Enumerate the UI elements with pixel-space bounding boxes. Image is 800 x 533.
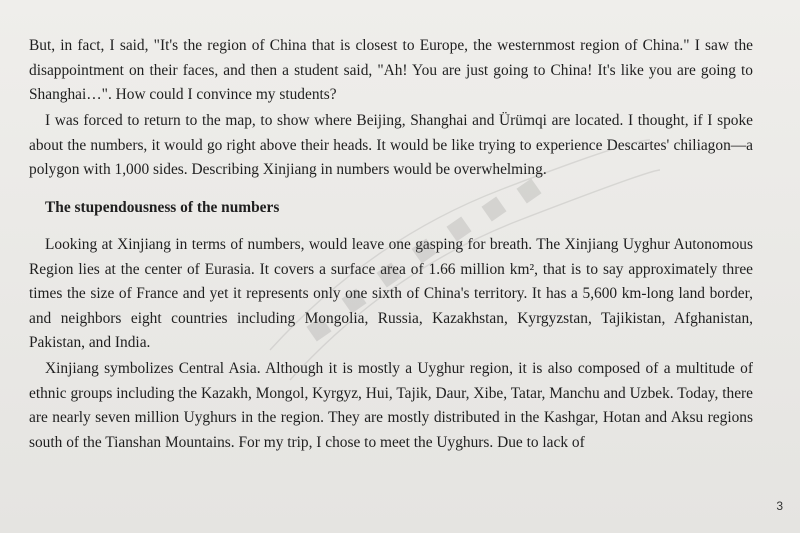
paragraph-3: Looking at Xinjiang in terms of numbers, would leave one gasping for breath. The Xinjiang Uyghur Autonomous Region lies at the center of Eurasia. It covers a surface area of 1.66 million km², that is to say approximately three times the size of France and yet it represents only one sixth of China's territory. It has a 5,600 km-long land border, and neighbors eight countries including Mongolia, Russia, Kazakhstan, Kyrgyzstan, Tajikistan, Afghanistan, Pakistan, and India. [29, 236, 753, 352]
paragraph-1: But, in fact, I said, "It's the region of China that is closest to Europe, the westernmost region of China." I saw the disappointment on their faces, and then a student said, "Ah! You are just going to China! It's like you are going to Shanghai…". How could I convince my students? [29, 37, 753, 104]
page-number: 3 [776, 499, 783, 513]
paragraph-2: I was forced to return to the map, to show where Beijing, Shanghai and Ürümqi are located. I thought, if I spoke about the numbers, it would go right above their heads. It would be like trying to experience Descartes' chiliagon—a polygon with 1,000 sides. Describing Xinjiang in numbers would be overwhelming. [29, 112, 753, 179]
section-heading: The stupendousness of the numbers [45, 199, 280, 216]
paragraph-4: Xinjiang symbolizes Central Asia. Although it is mostly a Uyghur region, it is also composed of a multitude of ethnic groups including the Kazakh, Mongol, Kyrgyz, Hui, Tajik, Daur, Xibe, Tatar, Manchu and Uzbek. Today, there are nearly seven million Uyghurs in the region. They are mostly distributed in the Kashgar, Hotan and Aksu regions south of the Tianshan Mountains. For my trip, I chose to meet the Uyghurs. Due to lack of [29, 360, 753, 451]
